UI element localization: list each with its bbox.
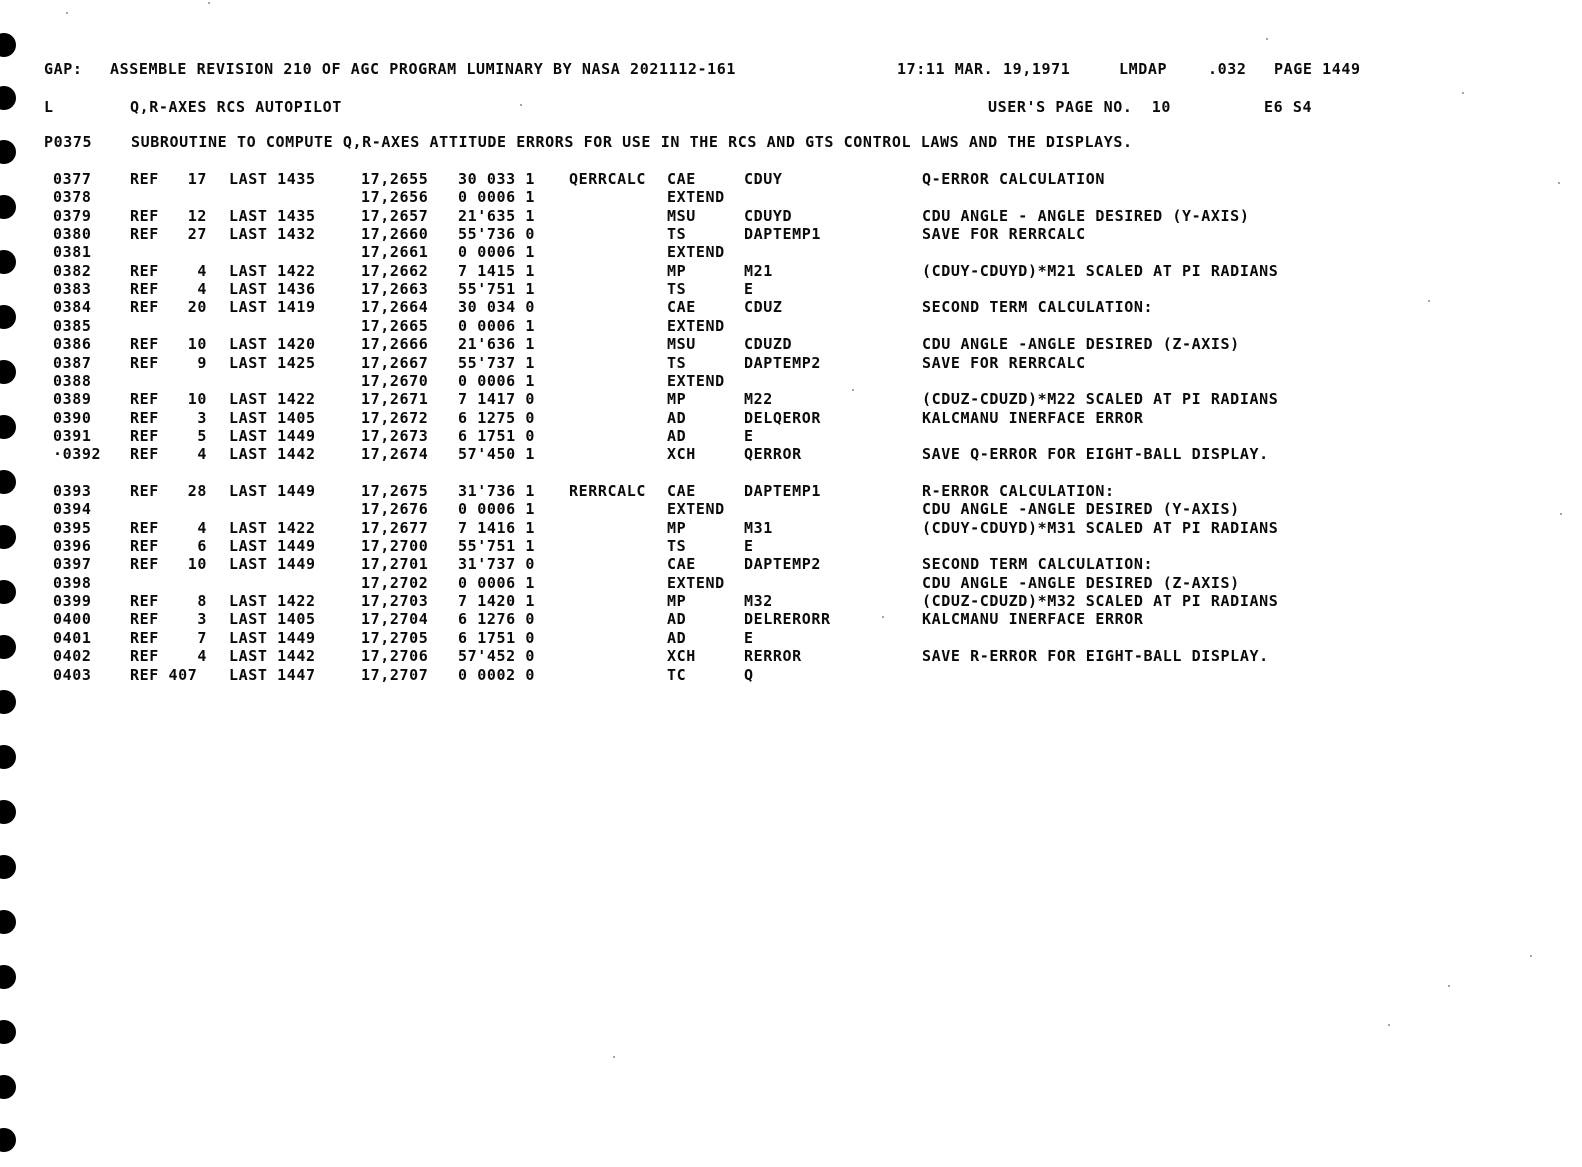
ref-count: 9 xyxy=(197,353,207,372)
ref-count: 27 xyxy=(187,225,207,244)
ref-count: 8 xyxy=(197,592,207,611)
address: 17,2667 xyxy=(361,353,429,372)
section-mark: L xyxy=(44,98,54,116)
comment: KALCMANU INERFACE ERROR xyxy=(922,610,1144,629)
opcode: MP xyxy=(667,518,687,537)
ref-count: 12 xyxy=(187,206,207,225)
opcode: TS xyxy=(667,225,687,244)
address: 17,2703 xyxy=(361,592,429,611)
module-version: .032 xyxy=(1208,60,1247,78)
address: 17,2673 xyxy=(361,426,429,445)
operand: DAPTEMP2 xyxy=(744,353,822,372)
comment: R-ERROR CALCULATION: xyxy=(922,482,1115,500)
page-number: PAGE 1449 xyxy=(1274,60,1361,78)
operand: E xyxy=(744,537,754,556)
comment: CDU ANGLE -ANGLE DESIRED (Y-AXIS) xyxy=(922,500,1240,519)
comment: SECOND TERM CALCULATION: xyxy=(922,298,1154,317)
address: 17,2670 xyxy=(361,371,429,390)
line-number: 0398 xyxy=(53,573,92,592)
octal-code: 0 0006 1 xyxy=(458,188,536,207)
binder-hole xyxy=(0,1020,16,1044)
binder-hole xyxy=(0,33,16,57)
line-number: 0397 xyxy=(53,555,92,574)
address: 17,2672 xyxy=(361,408,429,427)
comment: CDU ANGLE -ANGLE DESIRED (Z-AXIS) xyxy=(922,335,1240,354)
gap-label: GAP: xyxy=(44,60,83,78)
last-ref: LAST 1435 xyxy=(229,170,316,188)
scan-speck xyxy=(1530,955,1532,957)
module-name: LMDAP xyxy=(1119,60,1168,78)
ref-label: REF xyxy=(130,353,159,372)
line-number: 0393 xyxy=(53,482,92,500)
last-ref: LAST 1422 xyxy=(229,592,316,611)
ref-label: REF xyxy=(130,647,159,666)
ref-count: 6 xyxy=(197,537,207,556)
section-title: Q,R-AXES RCS AUTOPILOT xyxy=(130,98,342,116)
address: 17,2677 xyxy=(361,518,429,537)
ref-count: 10 xyxy=(187,390,207,409)
ref-count: 10 xyxy=(187,335,207,354)
line-number: 0384 xyxy=(53,298,92,317)
last-ref: LAST 1425 xyxy=(229,353,316,372)
last-ref: LAST 1422 xyxy=(229,390,316,409)
opcode: CAE xyxy=(667,482,696,500)
octal-code: 6 1751 0 xyxy=(458,426,536,445)
ref-label: REF xyxy=(130,170,159,188)
comment: (CDUZ-CDUZD)*M22 SCALED AT PI RADIANS xyxy=(922,390,1279,409)
line-number: 0399 xyxy=(53,592,92,611)
line-number: 0381 xyxy=(53,243,92,262)
last-ref: LAST 1420 xyxy=(229,335,316,354)
line-number: 0386 xyxy=(53,335,92,354)
opcode: AD xyxy=(667,610,687,629)
opcode: EXTEND xyxy=(667,500,725,519)
ref-label: REF xyxy=(130,610,159,629)
operand: M22 xyxy=(744,390,773,409)
listing-row xyxy=(0,500,1582,518)
line-number: 0382 xyxy=(53,261,92,280)
ref-label: REF xyxy=(130,280,159,299)
listing-row xyxy=(0,409,1582,427)
line-number: 0400 xyxy=(53,610,92,629)
address: 17,2656 xyxy=(361,188,429,207)
operand: CDUY xyxy=(744,170,783,188)
opcode: CAE xyxy=(667,555,696,574)
scan-speck xyxy=(613,1056,615,1058)
address: 17,2655 xyxy=(361,170,429,188)
binder-hole xyxy=(0,910,16,934)
comment: Q-ERROR CALCULATION xyxy=(922,170,1105,188)
opcode: EXTEND xyxy=(667,316,725,335)
scan-speck xyxy=(1462,92,1464,94)
line-number: ·0392 xyxy=(53,445,102,464)
last-ref: LAST 1432 xyxy=(229,225,316,244)
listing-row xyxy=(0,482,1582,500)
address: 17,2660 xyxy=(361,225,429,244)
comment: SAVE FOR RERRCALC xyxy=(922,225,1086,244)
octal-code: 0 0002 0 xyxy=(458,665,536,684)
symbol-label: RERRCALC xyxy=(569,482,647,500)
line-number: 0388 xyxy=(53,371,92,390)
last-ref: LAST 1405 xyxy=(229,610,316,629)
last-ref: LAST 1447 xyxy=(229,665,316,684)
octal-code: 31'737 0 xyxy=(458,555,536,574)
ref-label: REF xyxy=(130,408,159,427)
comment: CDU ANGLE -ANGLE DESIRED (Z-AXIS) xyxy=(922,573,1240,592)
line-number: 0394 xyxy=(53,500,92,519)
listing-row xyxy=(0,243,1582,261)
listing-row xyxy=(0,354,1582,372)
address: 17,2701 xyxy=(361,555,429,574)
opcode: MSU xyxy=(667,206,696,225)
operand: CDUYD xyxy=(744,206,793,225)
ref-count: 28 xyxy=(187,482,207,500)
octal-code: 0 0006 1 xyxy=(458,371,536,390)
last-ref: LAST 1442 xyxy=(229,647,316,666)
octal-code: 30 033 1 xyxy=(458,170,536,188)
last-ref: LAST 1435 xyxy=(229,206,316,225)
octal-code: 55'736 0 xyxy=(458,225,536,244)
binder-hole xyxy=(0,800,16,824)
line-number: 0401 xyxy=(53,628,92,647)
ref-count: 20 xyxy=(187,298,207,317)
comment: SAVE FOR RERRCALC xyxy=(922,353,1086,372)
opcode: CAE xyxy=(667,298,696,317)
last-ref: LAST 1449 xyxy=(229,537,316,556)
octal-code: 7 1416 1 xyxy=(458,518,536,537)
ref-label: REF xyxy=(130,390,159,409)
ref-label: REF 407 xyxy=(130,665,198,684)
comment: (CDUY-CDUYD)*M21 SCALED AT PI RADIANS xyxy=(922,261,1279,280)
ref-label: REF xyxy=(130,628,159,647)
address: 17,2665 xyxy=(361,316,429,335)
ref-label: REF xyxy=(130,537,159,556)
opcode: EXTEND xyxy=(667,243,725,262)
address: 17,2666 xyxy=(361,335,429,354)
listing-row xyxy=(0,427,1582,445)
last-ref: LAST 1422 xyxy=(229,518,316,537)
listing-row xyxy=(0,298,1582,316)
address: 17,2661 xyxy=(361,243,429,262)
operand: DELRERORR xyxy=(744,610,831,629)
opcode: XCH xyxy=(667,647,696,666)
line-number: 0379 xyxy=(53,206,92,225)
listing-row xyxy=(0,592,1582,610)
ref-label: REF xyxy=(130,225,159,244)
opcode: EXTEND xyxy=(667,371,725,390)
ref-count: 4 xyxy=(197,518,207,537)
listing-row xyxy=(0,574,1582,592)
opcode: MSU xyxy=(667,335,696,354)
scan-speck xyxy=(1388,1024,1390,1026)
opcode: TS xyxy=(667,280,687,299)
ref-count: 3 xyxy=(197,408,207,427)
assembly-title: ASSEMBLE REVISION 210 OF AGC PROGRAM LUMINARY BY NASA 2021112-161 xyxy=(110,60,736,78)
listing-row xyxy=(0,207,1582,225)
last-ref: LAST 1449 xyxy=(229,628,316,647)
opcode: MP xyxy=(667,390,687,409)
opcode: AD xyxy=(667,628,687,647)
listing-row xyxy=(0,390,1582,408)
line-number: 0389 xyxy=(53,390,92,409)
line-number: 0383 xyxy=(53,280,92,299)
operand: M31 xyxy=(744,518,773,537)
listing-row xyxy=(0,537,1582,555)
line-number: 0396 xyxy=(53,537,92,556)
ref-count: 4 xyxy=(197,647,207,666)
comment: SECOND TERM CALCULATION: xyxy=(922,555,1154,574)
comment: KALCMANU INERFACE ERROR xyxy=(922,408,1144,427)
line-number: 0385 xyxy=(53,316,92,335)
ref-label: REF xyxy=(130,518,159,537)
address: 17,2676 xyxy=(361,500,429,519)
comment: SAVE R-ERROR FOR EIGHT-BALL DISPLAY. xyxy=(922,647,1269,666)
operand: E xyxy=(744,628,754,647)
ref-label: REF xyxy=(130,426,159,445)
opcode: CAE xyxy=(667,170,696,188)
last-ref: LAST 1436 xyxy=(229,280,316,299)
listing-row xyxy=(0,188,1582,206)
comment: (CDUY-CDUYD)*M31 SCALED AT PI RADIANS xyxy=(922,518,1279,537)
opcode: AD xyxy=(667,426,687,445)
opcode: MP xyxy=(667,592,687,611)
line-number: 0387 xyxy=(53,353,92,372)
description-line-number: P0375 xyxy=(44,133,93,151)
ref-count: 4 xyxy=(197,280,207,299)
address: 17,2663 xyxy=(361,280,429,299)
octal-code: 31'736 1 xyxy=(458,482,536,500)
scan-speck xyxy=(208,2,210,4)
octal-code: 0 0006 1 xyxy=(458,316,536,335)
opcode: TS xyxy=(667,353,687,372)
address: 17,2664 xyxy=(361,298,429,317)
octal-code: 0 0006 1 xyxy=(458,573,536,592)
symbol-label: QERRCALC xyxy=(569,170,647,188)
ref-count: 5 xyxy=(197,426,207,445)
octal-code: 6 1276 0 xyxy=(458,610,536,629)
listing-row xyxy=(0,610,1582,628)
binder-hole xyxy=(0,965,16,989)
line-number: 0395 xyxy=(53,518,92,537)
last-ref: LAST 1449 xyxy=(229,555,316,574)
assembly-timestamp: 17:11 MAR. 19,1971 xyxy=(897,60,1071,78)
ref-label: REF xyxy=(130,206,159,225)
listing-row xyxy=(0,335,1582,353)
address: 17,2700 xyxy=(361,537,429,556)
octal-code: 6 1751 0 xyxy=(458,628,536,647)
operand: RERROR xyxy=(744,647,802,666)
ref-count: 4 xyxy=(197,261,207,280)
comment: SAVE Q-ERROR FOR EIGHT-BALL DISPLAY. xyxy=(922,445,1269,464)
opcode: EXTEND xyxy=(667,573,725,592)
description-text: SUBROUTINE TO COMPUTE Q,R-AXES ATTITUDE ERRORS FOR USE IN THE RCS AND GTS CONTROL LAWS AND THE DISPLAYS. xyxy=(131,133,1133,151)
ref-label: REF xyxy=(130,298,159,317)
last-ref: LAST 1442 xyxy=(229,445,316,464)
line-number: 0377 xyxy=(53,170,92,188)
comment: (CDUZ-CDUZD)*M32 SCALED AT PI RADIANS xyxy=(922,592,1279,611)
operand: M32 xyxy=(744,592,773,611)
listing-row xyxy=(0,280,1582,298)
listing-row xyxy=(0,170,1582,188)
listing-row xyxy=(0,629,1582,647)
octal-code: 55'751 1 xyxy=(458,280,536,299)
ref-label: REF xyxy=(130,261,159,280)
opcode: TS xyxy=(667,537,687,556)
last-ref: LAST 1419 xyxy=(229,298,316,317)
binder-hole xyxy=(0,690,16,714)
listing-row xyxy=(0,317,1582,335)
binder-hole xyxy=(0,745,16,769)
binder-hole xyxy=(0,140,16,164)
octal-code: 21'636 1 xyxy=(458,335,536,354)
listing-row xyxy=(0,666,1582,684)
scan-speck xyxy=(1266,38,1268,40)
users-page-number: USER'S PAGE NO. 10 xyxy=(988,98,1171,116)
scan-speck xyxy=(66,12,68,14)
ref-count: 17 xyxy=(187,170,207,188)
address: 17,2707 xyxy=(361,665,429,684)
ref-label: REF xyxy=(130,445,159,464)
operand: E xyxy=(744,426,754,445)
line-number: 0380 xyxy=(53,225,92,244)
listing-row xyxy=(0,445,1582,463)
ref-label: REF xyxy=(130,335,159,354)
octal-code: 57'452 0 xyxy=(458,647,536,666)
operand: CDUZD xyxy=(744,335,793,354)
operand: M21 xyxy=(744,261,773,280)
address: 17,2671 xyxy=(361,390,429,409)
listing-row xyxy=(0,262,1582,280)
octal-code: 57'450 1 xyxy=(458,445,536,464)
operand: DELQEROR xyxy=(744,408,822,427)
octal-code: 30 034 0 xyxy=(458,298,536,317)
listing-row xyxy=(0,555,1582,573)
operand: CDUZ xyxy=(744,298,783,317)
last-ref: LAST 1422 xyxy=(229,261,316,280)
address: 17,2702 xyxy=(361,573,429,592)
ref-count: 3 xyxy=(197,610,207,629)
binder-hole xyxy=(0,855,16,879)
address: 17,2675 xyxy=(361,482,429,500)
listing-row xyxy=(0,225,1582,243)
line-number: 0390 xyxy=(53,408,92,427)
binder-hole xyxy=(0,1128,16,1152)
octal-code: 21'635 1 xyxy=(458,206,536,225)
octal-code: 7 1415 1 xyxy=(458,261,536,280)
ref-label: REF xyxy=(130,482,159,500)
binder-hole xyxy=(0,1075,16,1099)
listing-row xyxy=(0,519,1582,537)
ref-label: REF xyxy=(130,555,159,574)
octal-code: 6 1275 0 xyxy=(458,408,536,427)
line-number: 0403 xyxy=(53,665,92,684)
last-ref: LAST 1405 xyxy=(229,408,316,427)
address: 17,2657 xyxy=(361,206,429,225)
binder-hole xyxy=(0,86,16,110)
address: 17,2704 xyxy=(361,610,429,629)
ref-count: 10 xyxy=(187,555,207,574)
opcode: TC xyxy=(667,665,687,684)
line-number: 0378 xyxy=(53,188,92,207)
octal-code: 55'737 1 xyxy=(458,353,536,372)
octal-code: 0 0006 1 xyxy=(458,243,536,262)
operand: QERROR xyxy=(744,445,802,464)
last-ref: LAST 1449 xyxy=(229,482,316,500)
opcode: MP xyxy=(667,261,687,280)
octal-code: 0 0006 1 xyxy=(458,500,536,519)
opcode: AD xyxy=(667,408,687,427)
ref-count: 4 xyxy=(197,445,207,464)
address: 17,2706 xyxy=(361,647,429,666)
ref-count: 7 xyxy=(197,628,207,647)
address: 17,2674 xyxy=(361,445,429,464)
line-number: 0402 xyxy=(53,647,92,666)
listing-row xyxy=(0,372,1582,390)
address: 17,2705 xyxy=(361,628,429,647)
opcode: XCH xyxy=(667,445,696,464)
last-ref: LAST 1449 xyxy=(229,426,316,445)
opcode: EXTEND xyxy=(667,188,725,207)
listing-row xyxy=(0,647,1582,665)
operand: DAPTEMP2 xyxy=(744,555,822,574)
operand: Q xyxy=(744,665,754,684)
ref-label: REF xyxy=(130,592,159,611)
scan-speck xyxy=(1448,985,1450,987)
operand: E xyxy=(744,280,754,299)
scan-speck xyxy=(520,104,522,106)
operand: DAPTEMP1 xyxy=(744,482,822,500)
octal-code: 7 1420 1 xyxy=(458,592,536,611)
line-number: 0391 xyxy=(53,426,92,445)
comment: CDU ANGLE - ANGLE DESIRED (Y-AXIS) xyxy=(922,206,1250,225)
octal-code: 7 1417 0 xyxy=(458,390,536,409)
octal-code: 55'751 1 xyxy=(458,537,536,556)
sheet-code: E6 S4 xyxy=(1264,98,1313,116)
operand: DAPTEMP1 xyxy=(744,225,822,244)
address: 17,2662 xyxy=(361,261,429,280)
